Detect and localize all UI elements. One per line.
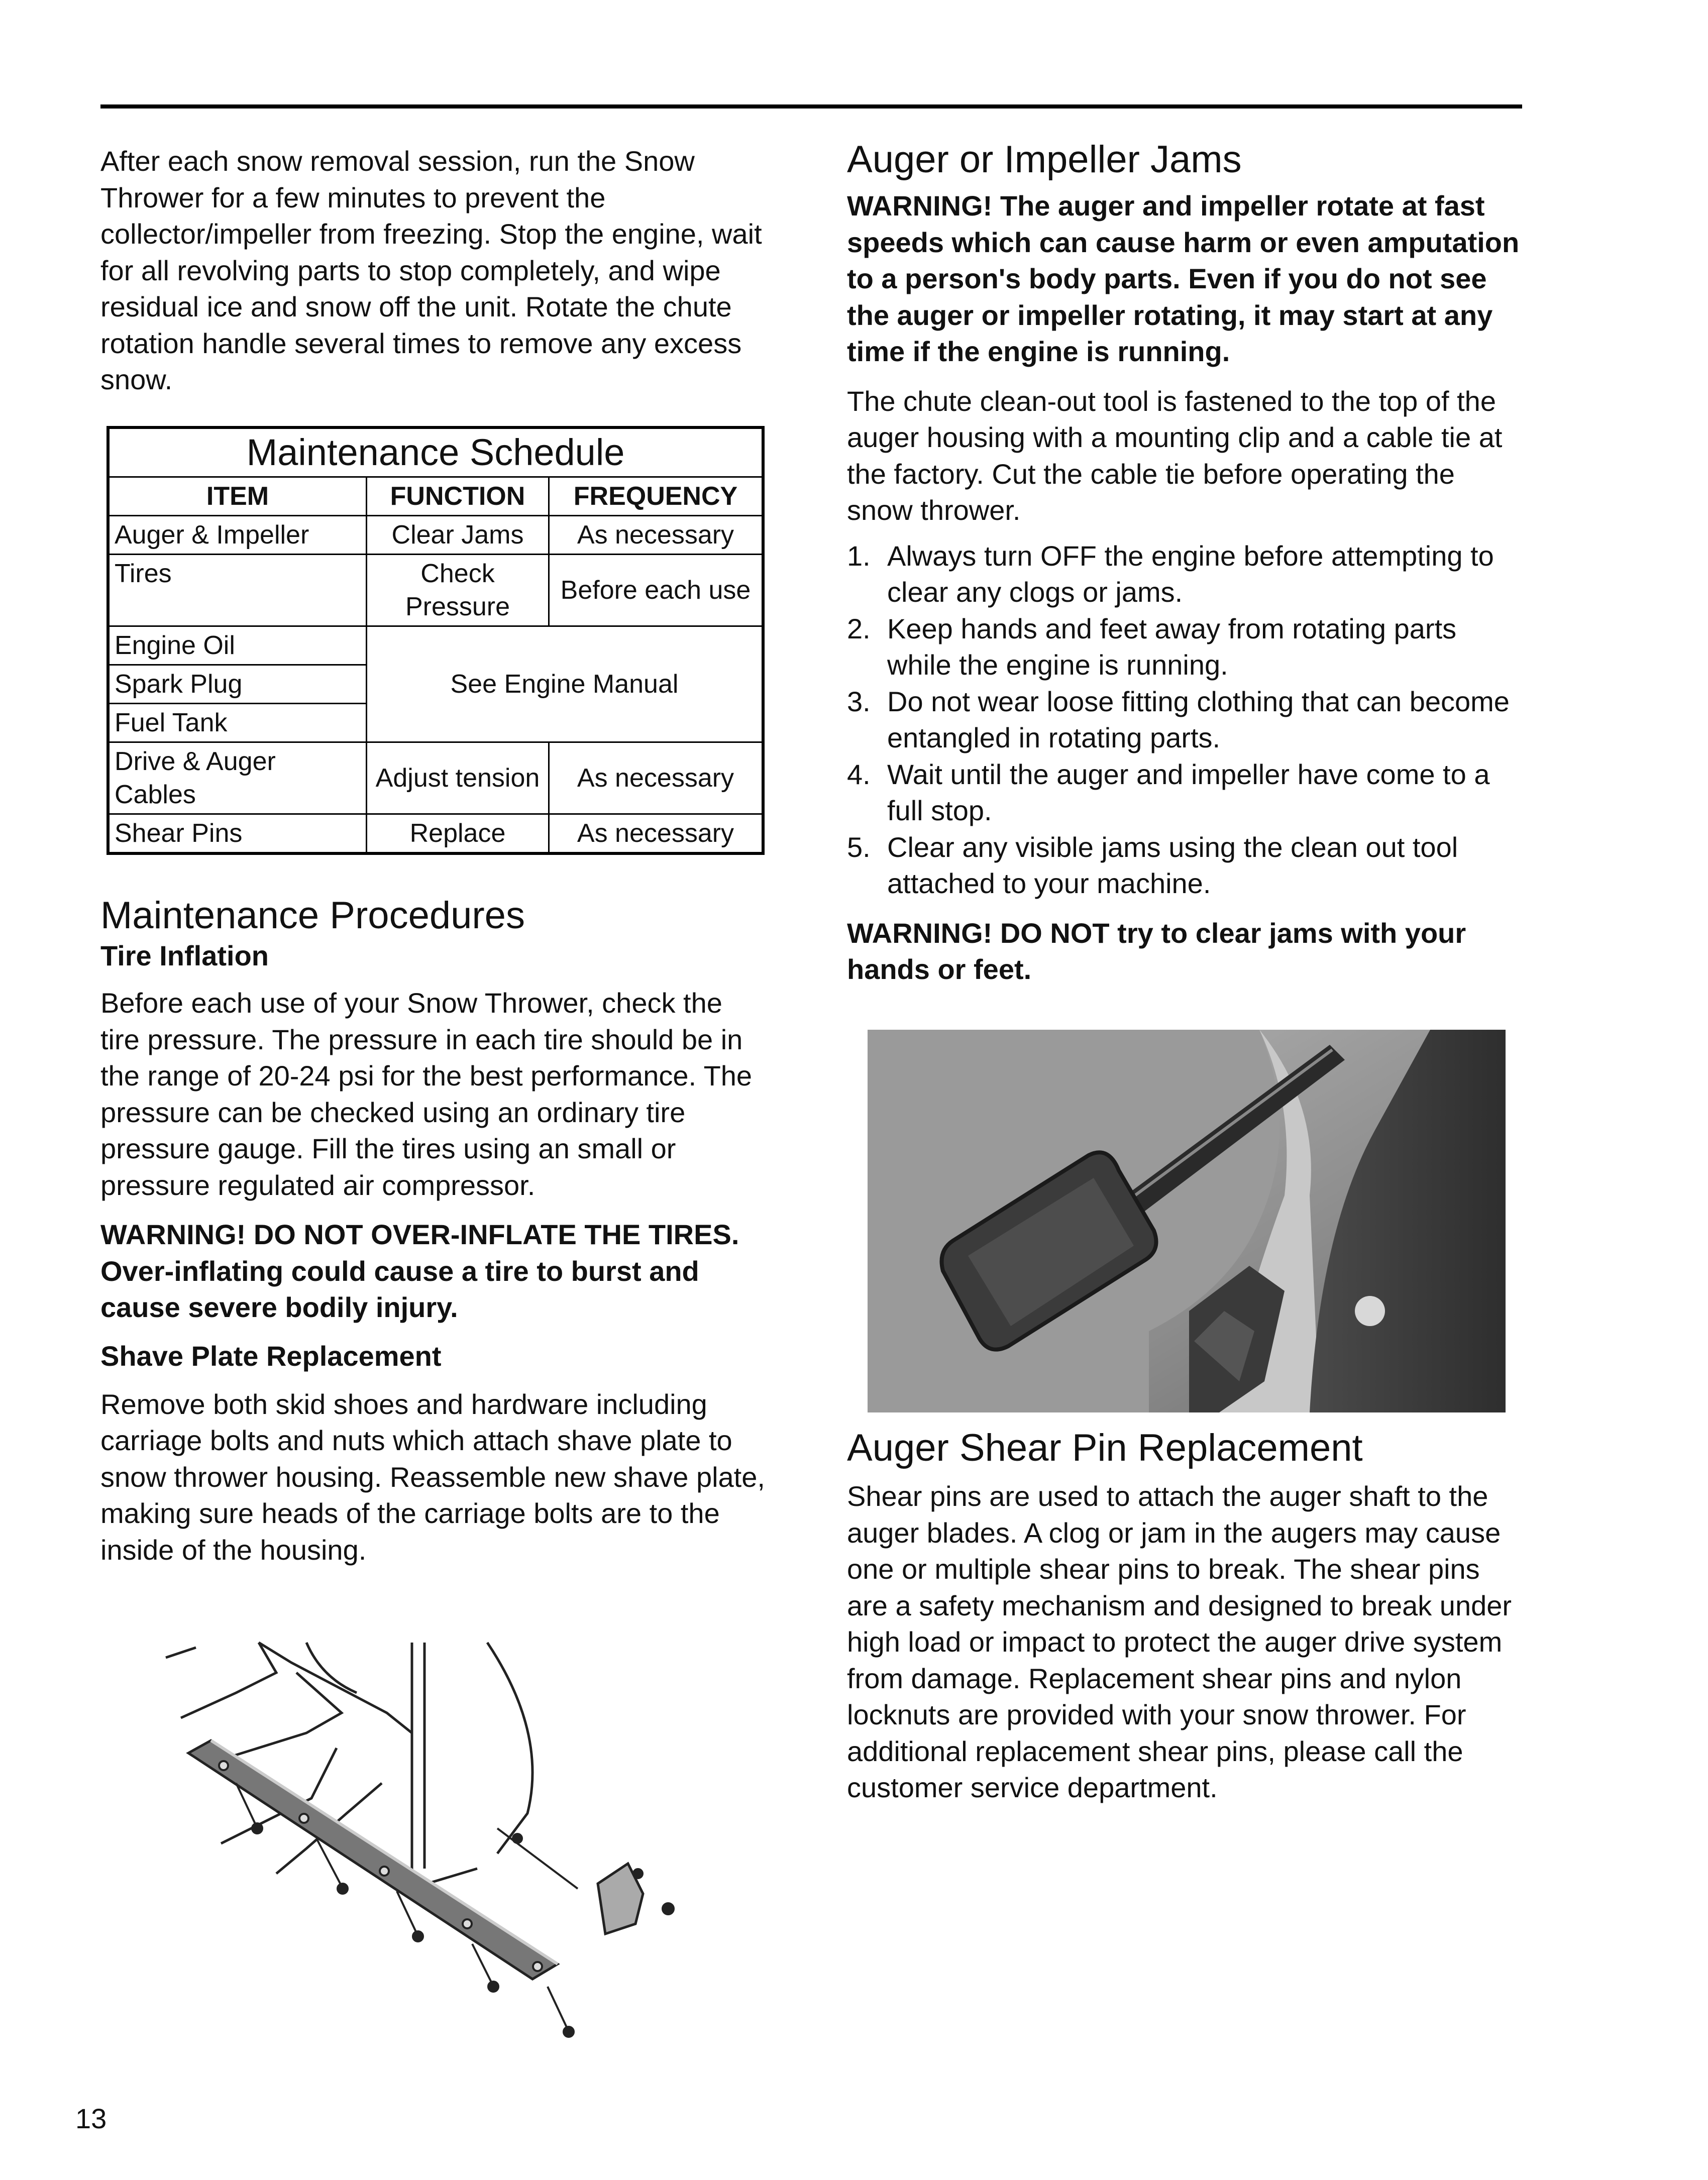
table-cell: Engine Oil: [108, 626, 367, 665]
jams-text: The chute clean-out tool is fastened to the top of the auger housing with a mounting clip and a cable tie at the factory. Cut the cable tie before operating the snow thrower.: [847, 385, 1503, 526]
shave-plate-text: Remove both skid shoes and hardware including carriage bolts and nuts which attach shave plate to snow thrower housing. Reassemble new shave plate, making sure heads of the carriage bolts are to the inside of the housing.: [100, 1388, 765, 1566]
table-title: Maintenance Schedule: [108, 427, 763, 477]
table-cell: Before each use: [549, 555, 764, 626]
left-column: [100, 143, 769, 398]
right-column: [847, 136, 1523, 988]
list-item: 2. Keep hands and feet away from rotating parts while the engine is running.: [847, 612, 1457, 681]
maintenance-schedule-table: [106, 426, 765, 855]
table-row: [108, 814, 763, 854]
table-cell: Replace: [367, 814, 549, 854]
list-item: 1. Always turn OFF the engine before attempting to clear any clogs or jams.: [847, 539, 1494, 608]
list-item: 4. Wait until the auger and impeller have come to a full stop.: [847, 758, 1490, 826]
intro-paragraph: After each snow removal session, run the Snow Thrower for a few minutes to prevent the collector/impeller from freezing. Stop the engine, wait for all revolving parts to stop completely, and wipe residual ice and snow off the unit. Rotate the chute rotation handle several times to remove any excess snow.: [100, 145, 762, 395]
table-cell: Check Pressure: [367, 555, 549, 626]
table-cell: Drive & Auger Cables: [108, 742, 367, 814]
table-header-function: FUNCTION: [367, 477, 549, 516]
tire-inflation-text: Before each use of your Snow Thrower, check the tire pressure. The pressure in each tire should be in the range of 20-24 psi for the best performance. The pressure can be checked using an ordinary tire pressure gauge. Fill the tires using an small or pressure regulated air compressor.: [100, 987, 753, 1201]
table-row: [108, 555, 763, 626]
clean-out-tool-photo: [868, 1030, 1506, 1412]
procedures-heading: Maintenance Procedures: [100, 894, 525, 937]
shave-plate-diagram: [146, 1632, 713, 2049]
shear-pin-text: Shear pins are used to attach the auger shaft to the auger blades. A clog or jam in the augers may cause one or multiple shear pins to break. The shear pins are a safety mechanism and designed to break under high load or impact to protect the auger drive system from damage. Replacement shear pins and nylon locknuts are provided with your snow thrower. For additional replacement shear pins, please call the customer service department.: [847, 1480, 1512, 1803]
jams-heading: Auger or Impeller Jams: [847, 138, 1242, 181]
table-cell: As necessary: [549, 516, 764, 555]
table-cell: Clear Jams: [367, 516, 549, 555]
table-cell: Adjust tension: [367, 742, 549, 814]
table-row: [108, 626, 763, 665]
table-cell: Fuel Tank: [108, 704, 367, 742]
tire-warning: WARNING! DO NOT OVER-INFLATE THE TIRES. Over-inflating could cause a tire to burst and cause severe bodily injury.: [100, 1219, 739, 1323]
page-number: 13: [75, 2103, 107, 2134]
jams-warning: WARNING! The auger and impeller rotate at fast speeds which can cause harm or even amputation to a person's body parts. Even if you do not see the auger or impeller rotating, it may start at any time if the engine is running.: [847, 190, 1520, 367]
table-cell: As necessary: [549, 814, 764, 854]
tire-inflation-heading: Tire Inflation: [100, 940, 269, 971]
jam-steps-list: [847, 538, 1523, 902]
table-cell: Auger & Impeller: [108, 516, 367, 555]
procedures-section: [100, 892, 769, 1568]
shave-plate-heading: Shave Plate Replacement: [100, 1340, 442, 1372]
table-cell: Shear Pins: [108, 814, 367, 854]
table-cell: Tires: [108, 555, 367, 626]
table-header-item: ITEM: [108, 477, 367, 516]
list-item: 5. Clear any visible jams using the clean out tool attached to your machine.: [847, 831, 1458, 899]
table-row: [108, 516, 763, 555]
top-rule: [100, 104, 1522, 108]
table-row: [108, 742, 763, 814]
table-cell: Spark Plug: [108, 665, 367, 704]
table-cell: As necessary: [549, 742, 764, 814]
table-header-frequency: FREQUENCY: [549, 477, 764, 516]
shear-pin-section: [847, 1424, 1523, 1806]
list-item: 3. Do not wear loose fitting clothing that can become entangled in rotating parts.: [847, 685, 1510, 753]
jams-warning-2: WARNING! DO NOT try to clear jams with your hands or feet.: [847, 917, 1466, 985]
shear-pin-heading: Auger Shear Pin Replacement: [847, 1427, 1363, 1469]
see-engine-manual-cell: See Engine Manual: [367, 626, 764, 742]
